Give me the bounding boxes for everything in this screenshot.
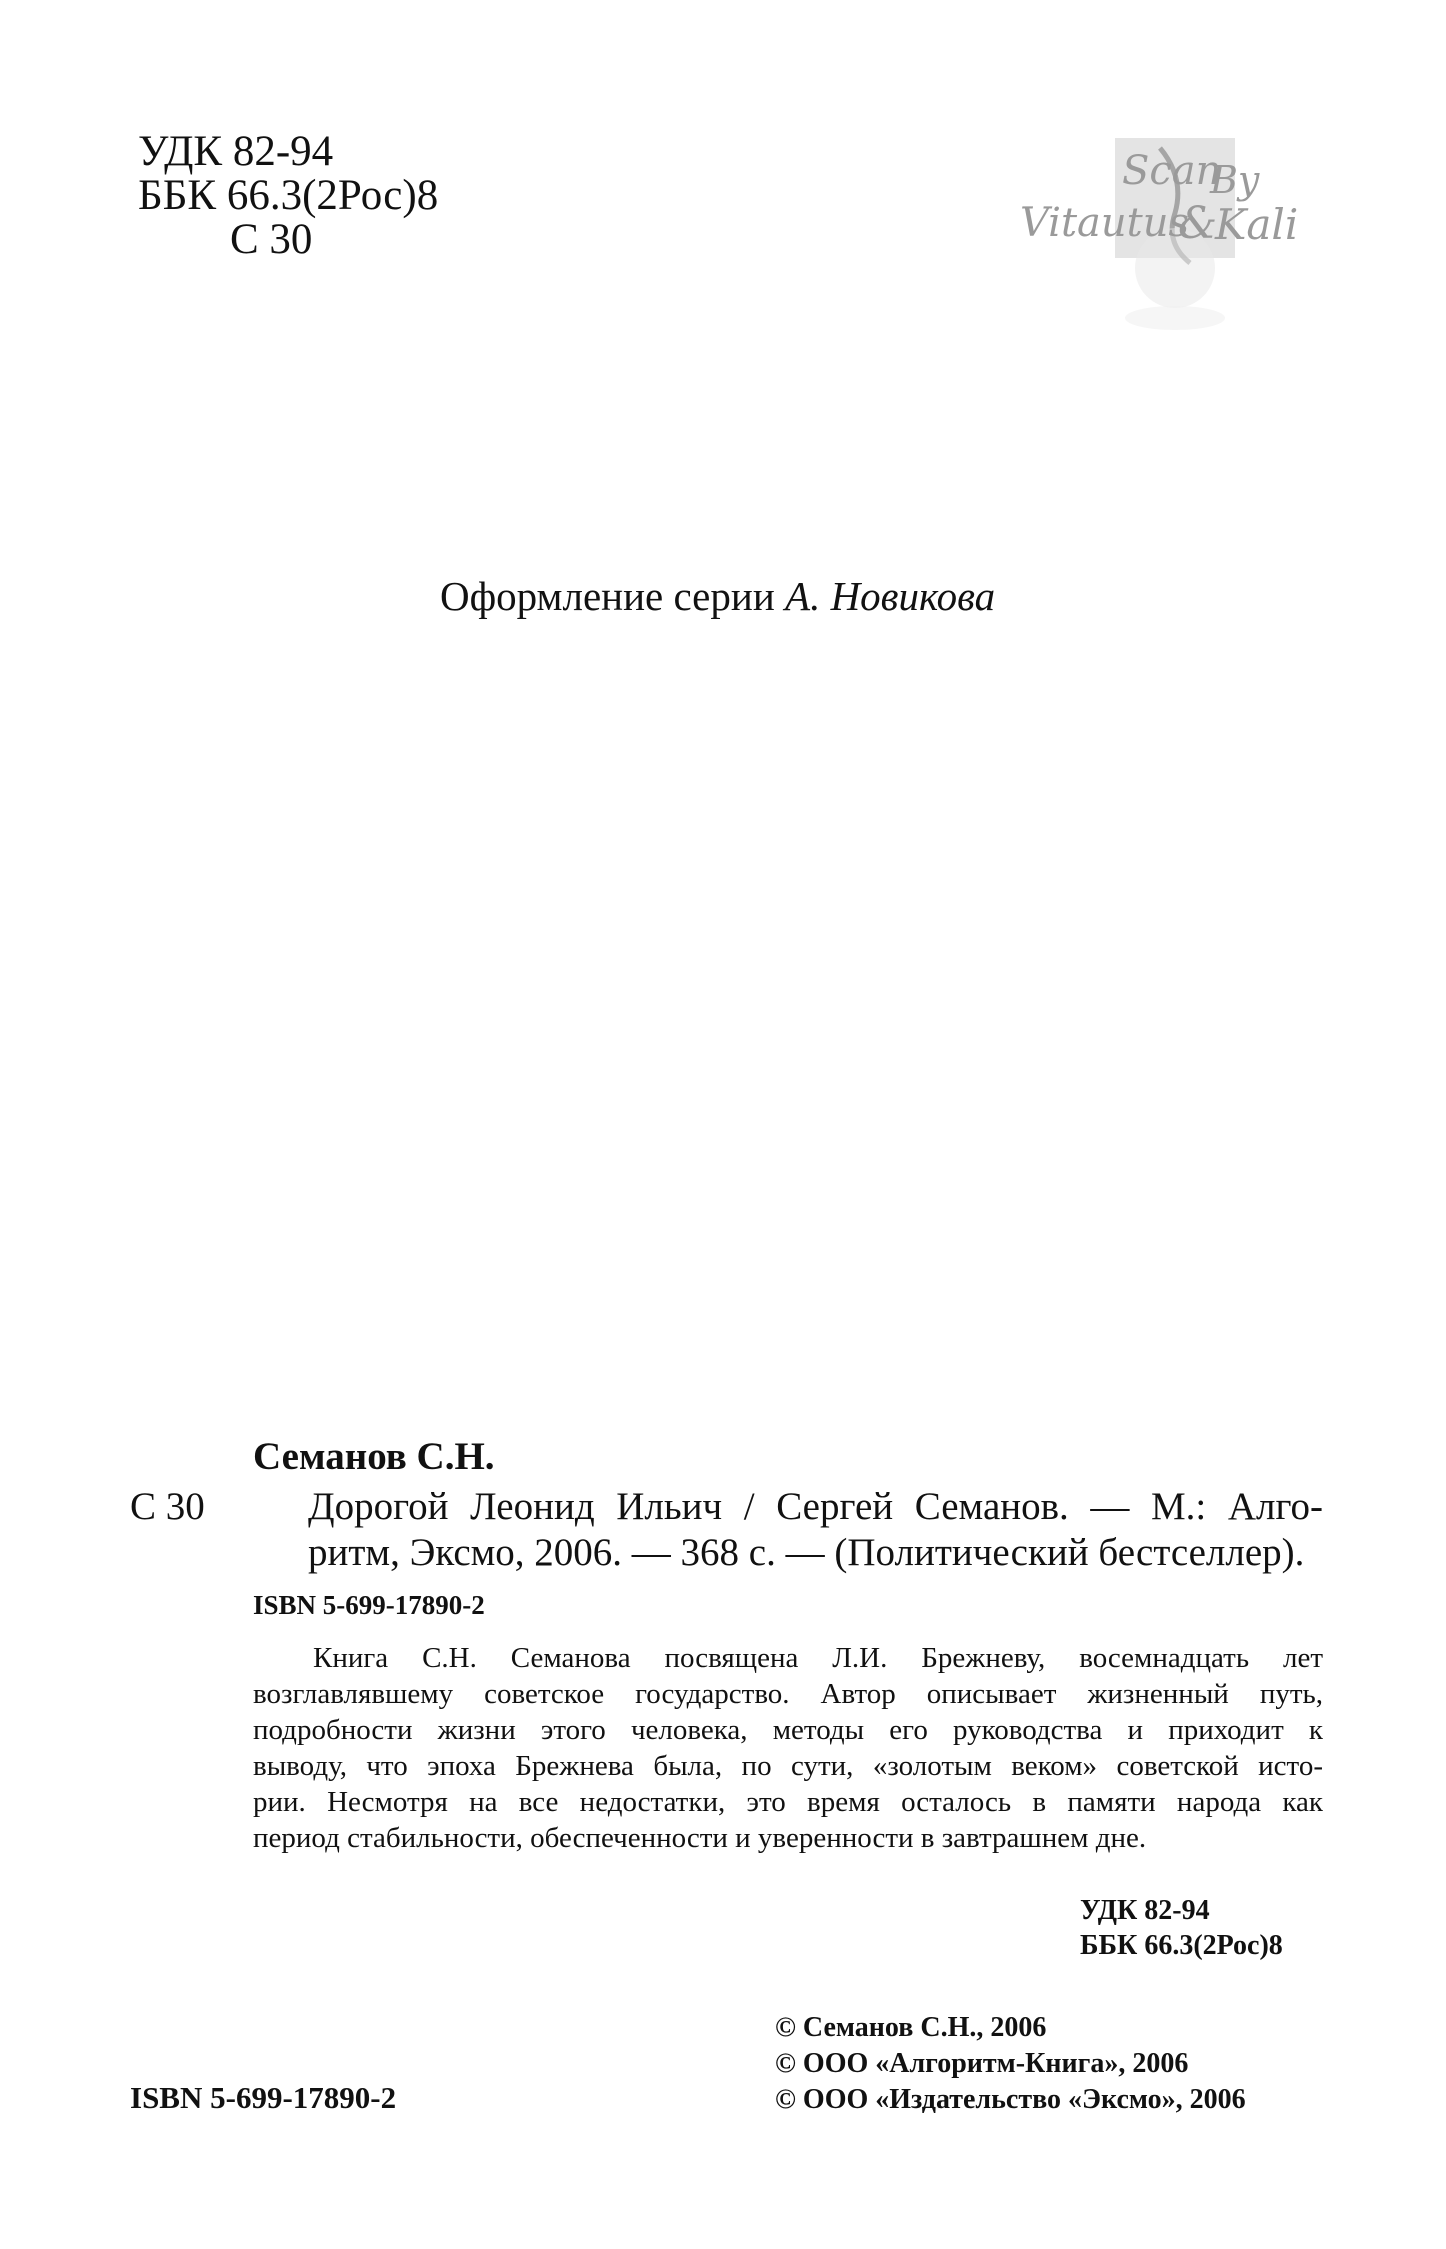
series-designer: А. Новикова: [785, 573, 996, 619]
copyright-line: © Семанов С.Н., 2006: [775, 2012, 1047, 2043]
copyright-block: [775, 2010, 1246, 2118]
card-bbk: ББК 66.3(2Рос)8: [1080, 1930, 1283, 1961]
annotation-line: подробности жизни этого человека, методы его руководства и приходит к: [253, 1714, 1323, 1746]
annotation-line: возглавлявшему советское государство. Автор описывает жизненный путь,: [253, 1678, 1323, 1710]
card-title-line: ритм, Эксмо, 2006. — 368 с. — (Политический бестселлер).: [308, 1531, 1305, 1574]
watermark-word-by: By: [1210, 158, 1260, 202]
annotation-line: рии. Несмотря на все недостатки, это время осталось в памяти народа как: [253, 1786, 1323, 1818]
annotation-line: Книга С.Н. Семанова посвящена Л.И. Брежневу, восемнадцать лет: [313, 1642, 1323, 1674]
watermark-word-and: &: [1178, 198, 1218, 249]
author-mark: С 30: [230, 216, 313, 263]
annotation-line: период стабильности, обеспеченности и уверенности в завтрашнем дне.: [253, 1822, 1147, 1854]
watermark-word-kali: Kali: [1215, 200, 1299, 249]
series-label: Оформление серии: [440, 573, 786, 619]
card-title-line: Дорогой Леонид Ильич / Сергей Семанов. — М.: Алго-: [308, 1485, 1323, 1528]
bbk-code: ББК 66.3(2Рос)8: [138, 172, 439, 219]
udk-code: УДК 82-94: [138, 128, 334, 175]
watermark-word-vitautus: Vitautus: [1020, 200, 1190, 246]
card-classification: [1080, 1893, 1283, 1963]
copyright-line: © ООО «Алгоритм-Книга», 2006: [775, 2048, 1189, 2079]
scan-watermark-logo: [1010, 118, 1340, 338]
annotation-line: выводу, что эпоха Брежнева была, по сути, «золотым веком» советской исто-: [253, 1750, 1323, 1782]
card-udk: УДК 82-94: [1080, 1895, 1210, 1926]
series-design-credit: [440, 572, 995, 620]
card-isbn: ISBN 5-699-17890-2: [253, 1590, 485, 1620]
watermark-word-scan: Scan: [1122, 148, 1222, 194]
card-author: Семанов С.Н.: [253, 1435, 495, 1478]
classification-block: [138, 130, 438, 262]
footer-isbn: ISBN 5-699-17890-2: [130, 2080, 397, 2115]
copyright-line: © ООО «Издательство «Эксмо», 2006: [775, 2084, 1246, 2115]
card-annotation: [253, 1640, 1323, 1856]
card-title-block: [308, 1484, 1323, 1576]
card-author-mark: С 30: [130, 1485, 205, 1528]
